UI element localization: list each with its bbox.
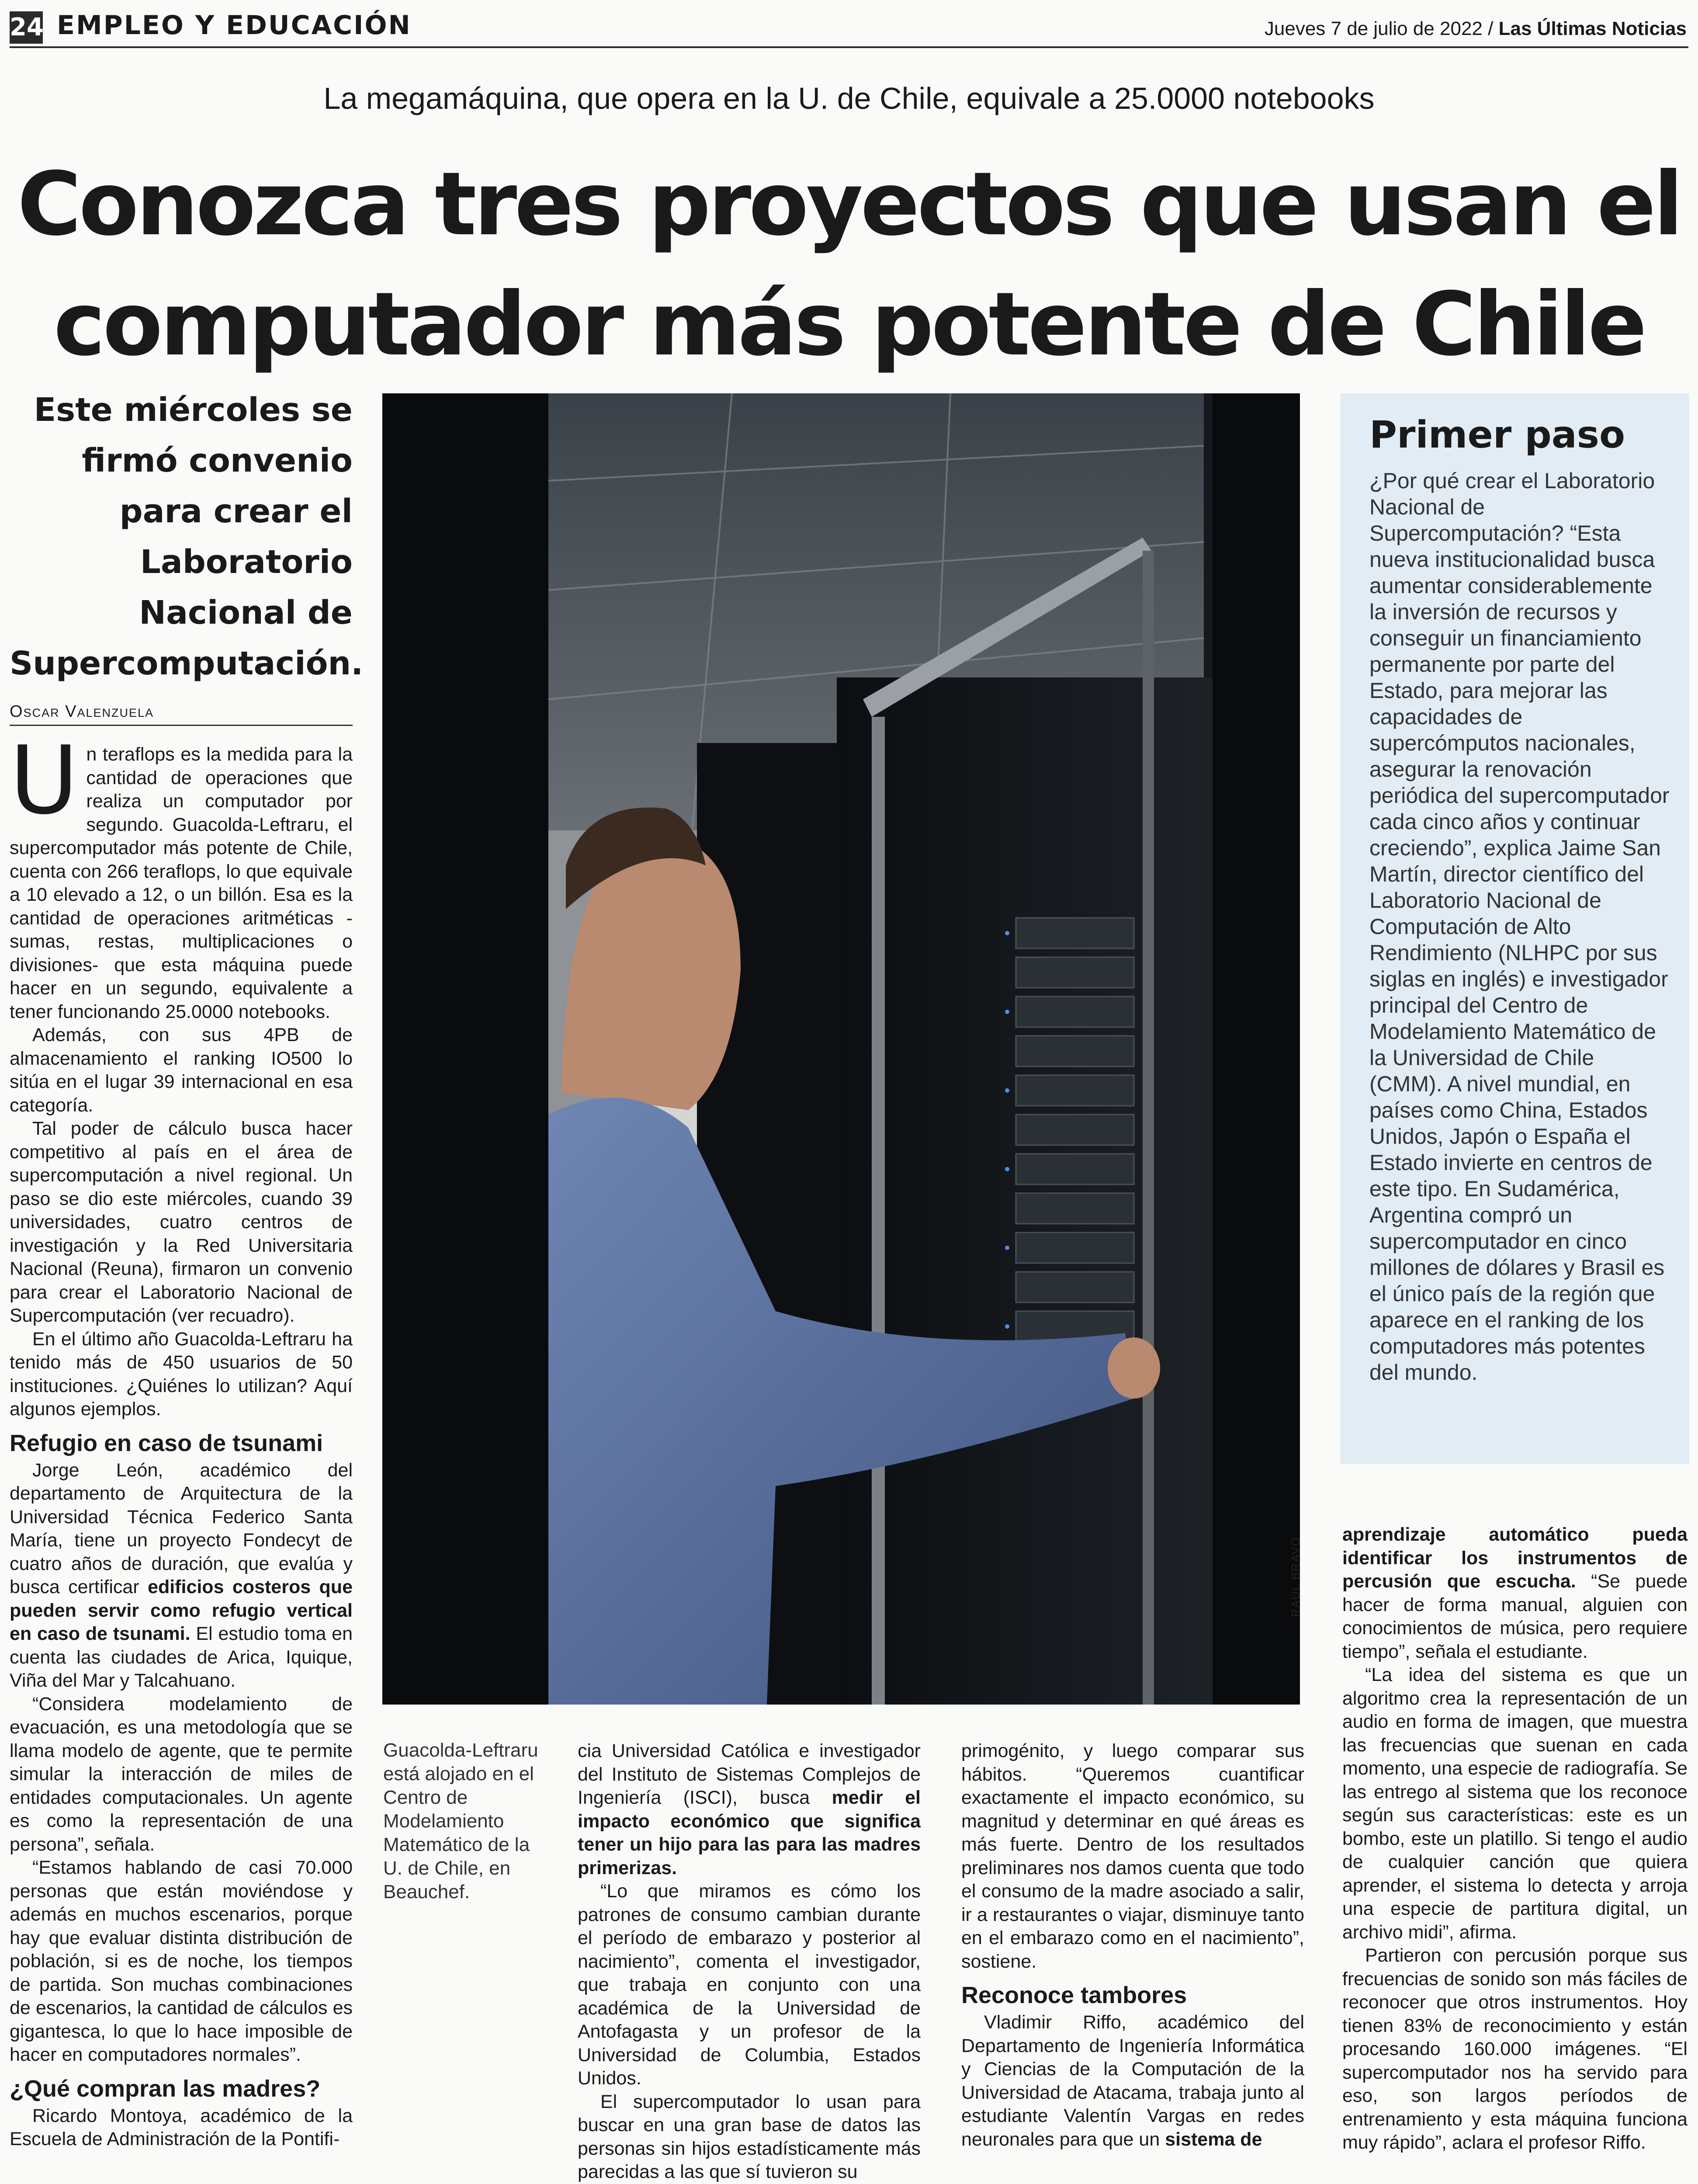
deck: Este miércoles se firmó convenio para crear el Laboratorio Nacional de Supercomputación. bbox=[10, 391, 364, 682]
headline: Conozca tres proyectos que usan el computador más potente de Chile bbox=[17, 153, 1681, 375]
article-kicker: La megamáquina, que opera en la U. de Chile, equivale a 25.0000 notebooks bbox=[323, 81, 1375, 115]
subheading-madres: ¿Qué compran las madres? bbox=[10, 2075, 321, 2102]
subheading-tsunami: Refugio en caso de tsunami bbox=[10, 1430, 323, 1456]
paragraph: “Lo que miramos es cómo los patrones de consumo cambian durante el período de embarazo y posterior al nacimiento”, comenta el investigador, que trabaja en conjunto con una académica de la Universidad de Antofagasta y un profesor de la Universidad de Columbia, Estados Unidos. bbox=[578, 1881, 921, 2089]
header-rule bbox=[10, 46, 1688, 48]
paragraph: primogénito, y luego comparar sus hábitos. “Queremos cuantificar exactamente el impacto económico, su magnitud y determinar en qué áreas es más fuerte. Dentro de los resultados preliminares nos damos cuenta que todo el consumo de la madre asociado a salir, ir a restaurantes o viajar, disminuye tanto en el embarazo como en el nacimiento”, sostiene. bbox=[961, 1740, 1304, 1972]
article-column-4 bbox=[1342, 1523, 1688, 2155]
supercomputer-photo bbox=[382, 393, 1300, 1705]
paragraph: cia Universidad Católica e investigador del Instituto de Sistemas Complejos de Ingeniería (ISCI), busca medir el impacto económico que significa tener un hijo para las para las madres primerizas. bbox=[578, 1740, 921, 1878]
photo-caption: Guacolda-Leftraru está alojado en el Centro de Modelamiento Matemático de la U. de Chile, en Beauchef. bbox=[383, 1740, 538, 1903]
paragraph: Partieron con percusión porque sus frecuencias de sonido son más fáciles de reconocer que otros instrumentos. Hoy tienen 83% de reconocimiento y están procesando 160.000 imágenes. “El supercomputador nos ha servido para eso, son largos períodos de entrenamiento y esta máquina funciona muy rápido”, aclara el profesor Riffo. bbox=[1342, 1945, 1688, 2153]
paragraph: Jorge León, académico del departamento de Arquitectura de la Universidad Técnica Federico Santa María, tiene un proyecto Fondecyt de cuatro años de duración, que evalúa y busca certificar edificios costeros que pueden servir como refugio vertical en caso de tsunami. El estudio toma en cuenta las ciudades de Arica, Iquique, Viña del Mar y Talcahuano. bbox=[10, 1459, 353, 1691]
dateline bbox=[1265, 16, 1687, 42]
sidebar-box bbox=[1341, 393, 1689, 1464]
paragraph: Vladimir Riffo, académico del Departamento de Ingeniería Informática y Ciencias de la Computación de la Universidad de Atacama, trabaja junto al estudiante Valentín Vargas en redes neuronales para que un sistema de bbox=[961, 2012, 1304, 2150]
page-number: 24 bbox=[10, 11, 43, 44]
photo-credit: RAÚL BRAVO bbox=[1289, 1536, 1302, 1617]
drop-cap: U bbox=[10, 726, 79, 835]
article-column-2 bbox=[578, 1740, 921, 2184]
paragraph: aprendizaje automático pueda identificar los instrumentos de percusión que escucha. “Se puede hacer de forma manual, alguien con conocimientos de música, pero requiere tiempo”, señala el estudiante. bbox=[1342, 1524, 1688, 1662]
byline: Oscar Valenzuela bbox=[10, 698, 353, 726]
paragraph: “Estamos hablando de casi 70.000 personas que están moviéndose y además en muchos escenarios, porque hay que evaluar distinta distribución de población, si es de noche, los tiempos de partida. Son muchas combinaciones de escenarios, la cantidad de cálculos es gigantesca, lo que lo hace imposible de hacer en computadores normales”. bbox=[10, 1857, 353, 2065]
article-column-1 bbox=[10, 726, 353, 2151]
lead-paragraph: Un teraflops es la medida para la cantidad de operaciones que realiza un computador por segundo. Guacolda-Leftraru, el supercomputador más potente de Chile, cuenta con 266 teraflops, lo que equivale a 10 elevado a 12, o un billón. Esa es la cantidad de operaciones aritméticas -sumas, restas, multiplicaciones o divisiones- que esta máquina puede hacer en un segundo, equivalente a tener funcionando 25.0000 notebooks. bbox=[10, 726, 353, 1022]
paragraph: “La idea del sistema es que un algoritmo crea la representación de un audio en forma de imagen, que muestra las frecuencias que suenan en cada momento, una especie de radiografía. Se las entrego al sistema que los reconoce según sus características: este es un bombo, este un platillo. Si tengo el audio de cualquier canción que quiera aprender, el sistema lo detecta y arroja una especie de partitura digital, un archivo midi”, afirma. bbox=[1342, 1664, 1688, 1943]
article-column-3 bbox=[961, 1740, 1304, 2151]
paragraph: El supercomputador lo usan para buscar en una gran base de datos las personas sin hijos estadísticamente más parecidas a las que sí tuvieron su bbox=[578, 2091, 921, 2182]
sidebar-title: Primer paso bbox=[1369, 413, 1625, 457]
sidebar-text: ¿Por qué crear el Laboratorio Nacional de Supercomputación? “Esta nueva institucionalidad busca aumentar considerablemente la inversión de recursos y conseguir un financiamiento permanente por parte del Estado, para mejorar las capacidades de supercómputos nacionales, asegurar la renovación periódica del supercomputador cada cinco años y continuar creciendo”, explica Jaime San Martín, director científico del Laboratorio Nacional de Computación de Alto Rendimiento (NLHPC por sus siglas en inglés) e investigador principal del Centro de Modelamiento Matemático de la Universidad de Chile (CMM). A nivel mundial, en países como China, Estados Unidos, Japón o España el Estado invierte en centros de este tipo. En Sudamérica, Argentina compró un supercomputador en cinco millones de dólares y Brasil es el único país de la región que aparece en el ranking de los computadores más potentes del mundo. bbox=[1369, 469, 1670, 1385]
publication-name: Las Últimas Noticias bbox=[1498, 18, 1687, 39]
section-title: EMPLEO Y EDUCACIÓN bbox=[57, 10, 412, 41]
paragraph: En el último año Guacolda-Leftraru ha tenido más de 450 usuarios de 50 instituciones. ¿Quiénes lo utilizan? Aquí algunos ejemplos. bbox=[10, 1328, 353, 1420]
paragraph: Ricardo Montoya, académico de la Escuela de Administración de la Pontifi- bbox=[10, 2105, 353, 2149]
paragraph: Además, con sus 4PB de almacenamiento el ranking IO500 lo sitúa en el lugar 39 internacional en esa categoría. bbox=[10, 1024, 353, 1116]
paragraph: Tal poder de cálculo busca hacer competitivo al país en el área de supercomputación a nivel regional. Un paso se dio este miércoles, cuando 39 universidades, cuatro centros de investigación y la Red Universitaria Nacional (Reuna), firmaron un convenio para crear el Laboratorio Nacional de Supercomputación (ver recuadro). bbox=[10, 1118, 353, 1326]
issue-date: Jueves 7 de julio de 2022 / bbox=[1264, 18, 1494, 39]
subheading-tambores: Reconoce tambores bbox=[961, 1982, 1187, 2008]
paragraph: “Considera modelamiento de evacuación, es una metodología que se llama modelo de agente, que te permite simular la interacción de miles de entidades computacionales. Un agente es como la representación de una persona”, señala. bbox=[10, 1693, 353, 1855]
